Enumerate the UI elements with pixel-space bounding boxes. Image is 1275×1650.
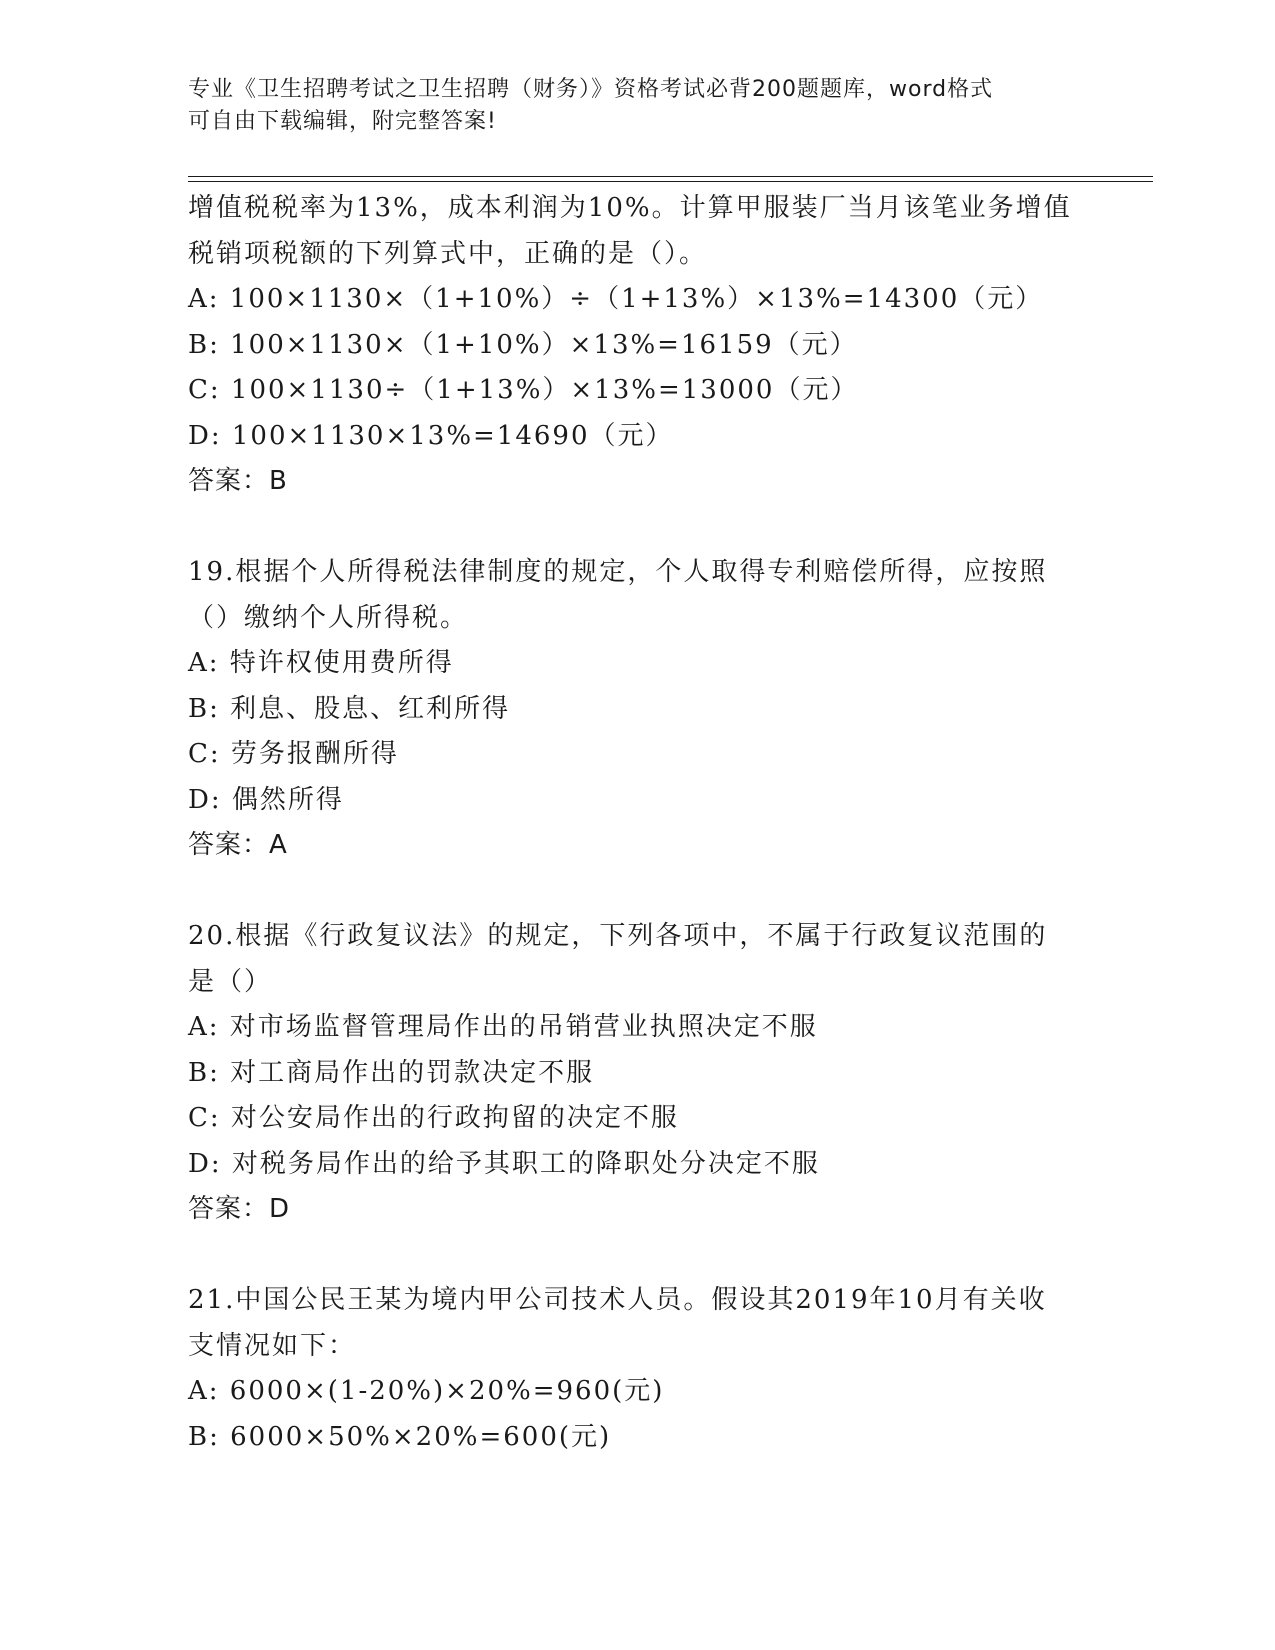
header-divider-top [188, 176, 1153, 177]
question-stem: 21.中国公民王某为境内甲公司技术人员。假设其2019年10月有关收 [188, 1285, 1047, 1315]
question-stem: 是（） [188, 966, 273, 997]
question-stem: （）缴纳个人所得税。 [188, 602, 469, 633]
option-b: B: 对工商局作出的罚款决定不服 [188, 1057, 595, 1088]
header-divider-bottom [188, 181, 1153, 182]
question-stem: 20.根据《行政复议法》的规定，下列各项中，不属于行政复议范围的 [188, 921, 1048, 951]
option-d: D: 对税务局作出的给予其职工的降职处分决定不服 [188, 1148, 820, 1179]
question-20 [188, 914, 1088, 1233]
header-line-1: 专业《卫生招聘考试之卫生招聘（财务）》资格考试必背200题题库，word格式 [188, 77, 994, 102]
answer: 答案：B [188, 466, 288, 496]
question-stem: 支情况如下： [188, 1330, 357, 1361]
option-d: D: 100×1130×13%=14690（元） [188, 420, 674, 451]
header-line-2: 可自由下载编辑，附完整答案! [188, 109, 497, 134]
answer: 答案：D [188, 1194, 291, 1224]
question-stem: 19.根据个人所得税法律制度的规定，个人取得专利赔偿所得，应按照 [188, 557, 1048, 587]
option-a: A: 特许权使用费所得 [188, 648, 454, 678]
option-b: B: 100×1130×（1+10%）×13%=16159（元） [188, 329, 858, 360]
document-header [188, 74, 1068, 138]
option-c: C: 劳务报酬所得 [188, 739, 399, 769]
spacer [188, 505, 1088, 551]
option-b: B: 利息、股息、红利所得 [188, 693, 511, 724]
question-19 [188, 550, 1088, 869]
spacer [188, 869, 1088, 915]
question-list [188, 186, 1088, 1460]
answer: 答案：A [188, 830, 288, 860]
option-c: C: 对公安局作出的行政拘留的决定不服 [188, 1103, 679, 1133]
spacer [188, 1233, 1088, 1279]
option-d: D: 偶然所得 [188, 784, 344, 815]
option-a: A: 对市场监督管理局作出的吊销营业执照决定不服 [188, 1012, 818, 1042]
question-stem: 税销项税额的下列算式中，正确的是（）。 [188, 238, 708, 269]
question-stem: 增值税税率为13%，成本利润为10%。计算甲服装厂当月该笔业务增值 [188, 193, 1072, 223]
option-b: B: 6000×50%×20%=600(元) [188, 1421, 612, 1452]
option-a: A: 100×1130×（1+10%）÷（1+13%）×13%=14300（元） [188, 284, 1044, 314]
question-21 [188, 1278, 1088, 1460]
question-18-continued [188, 186, 1088, 505]
option-a: A: 6000×(1-20%)×20%=960(元) [188, 1376, 665, 1406]
option-c: C: 100×1130÷（1+13%）×13%=13000（元） [188, 375, 859, 405]
